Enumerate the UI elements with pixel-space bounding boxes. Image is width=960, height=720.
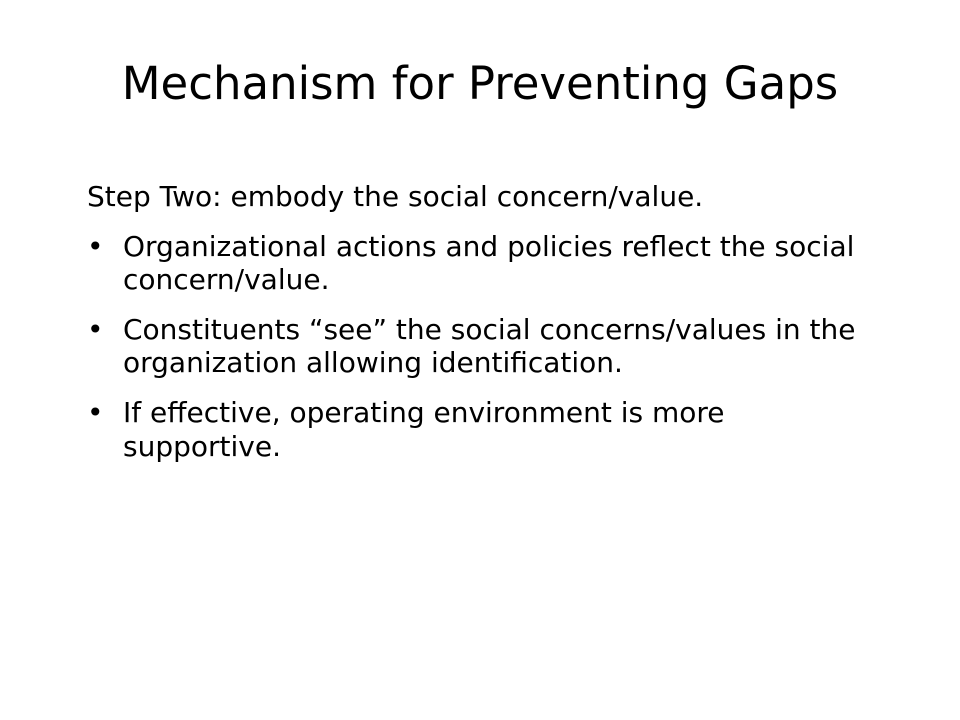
slide-title: Mechanism for Preventing Gaps xyxy=(121,57,839,110)
bullet-list xyxy=(87,230,887,464)
slide-body xyxy=(87,180,887,479)
step-heading: Step Two: embody the social concern/value. xyxy=(87,180,704,213)
bullet-icon: • xyxy=(87,229,104,263)
bullet-text: Constituents “see” the social concerns/values in the organization allowing identification. xyxy=(123,312,856,380)
bullet-icon: • xyxy=(87,312,104,346)
bullet-icon: • xyxy=(87,395,104,429)
list-item xyxy=(87,396,887,463)
bullet-text: If effective, operating environment is more supportive. xyxy=(123,395,725,463)
bullet-text: Organizational actions and policies reflect the social concern/value. xyxy=(123,229,855,297)
list-item xyxy=(87,313,887,380)
list-item xyxy=(87,230,887,297)
